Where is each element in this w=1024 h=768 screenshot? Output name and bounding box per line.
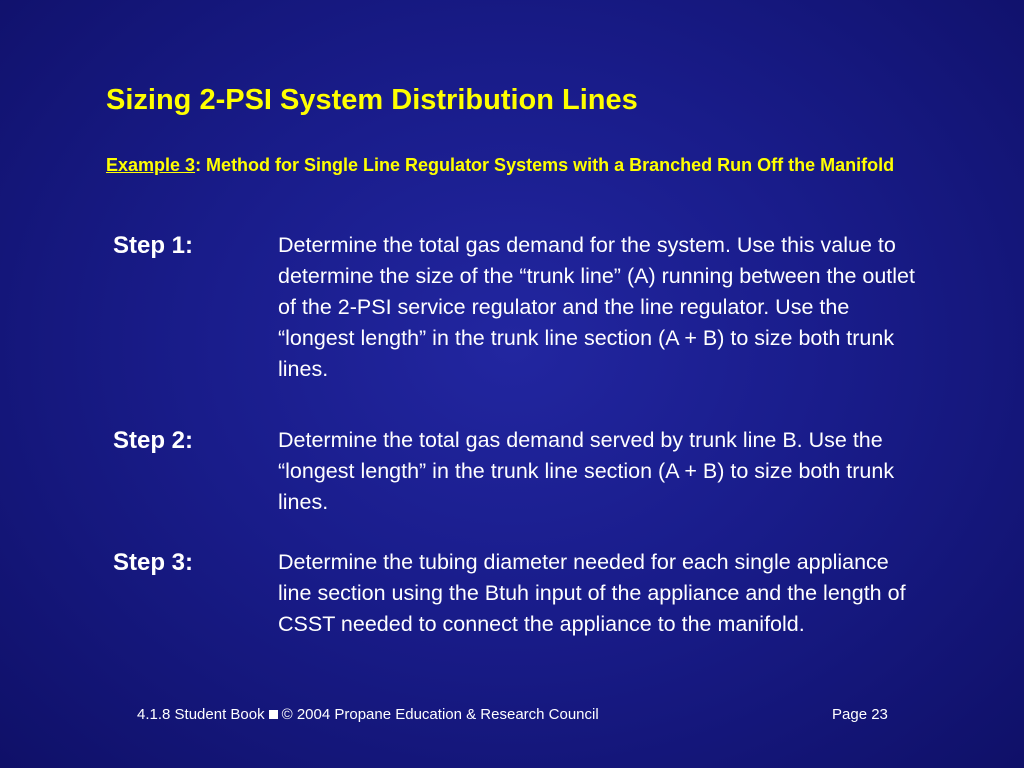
- step-label: Step 2:: [113, 427, 194, 454]
- page-number: Page 23: [832, 706, 888, 723]
- slide-subtitle: [106, 153, 936, 178]
- example-description: : Method for Single Line Regulator Systems with a Branched Run Off the Manifold: [195, 155, 895, 175]
- example-label: Example 3: [106, 155, 196, 175]
- square-bullet-icon: [269, 710, 278, 719]
- footer-book: 4.1.8 Student Book: [137, 706, 265, 723]
- step-text: Determine the total gas demand served by trunk line B. Use the “longest length” in the trunk line section (A + B) to size both trunk lines.: [278, 428, 895, 514]
- slide-title: Sizing 2-PSI System Distribution Lines: [106, 84, 638, 116]
- step-label: Step 3:: [113, 549, 194, 576]
- footer-copyright: © 2004 Propane Education & Research Council: [281, 706, 599, 723]
- footer: [137, 706, 599, 723]
- step-text: Determine the tubing diameter needed for each single appliance line section using the Btuh input of the appliance and the length of CSST needed to connect the appliance to the manifold.: [278, 550, 906, 636]
- step-label: Step 1:: [113, 232, 194, 259]
- step-text: Determine the total gas demand for the system. Use this value to determine the size of the “trunk line” (A) running between the outlet of the 2-PSI service regulator and the line regulator. Use the “longest length” in the trunk line section (A + B) to size both trunk lines.: [278, 233, 915, 381]
